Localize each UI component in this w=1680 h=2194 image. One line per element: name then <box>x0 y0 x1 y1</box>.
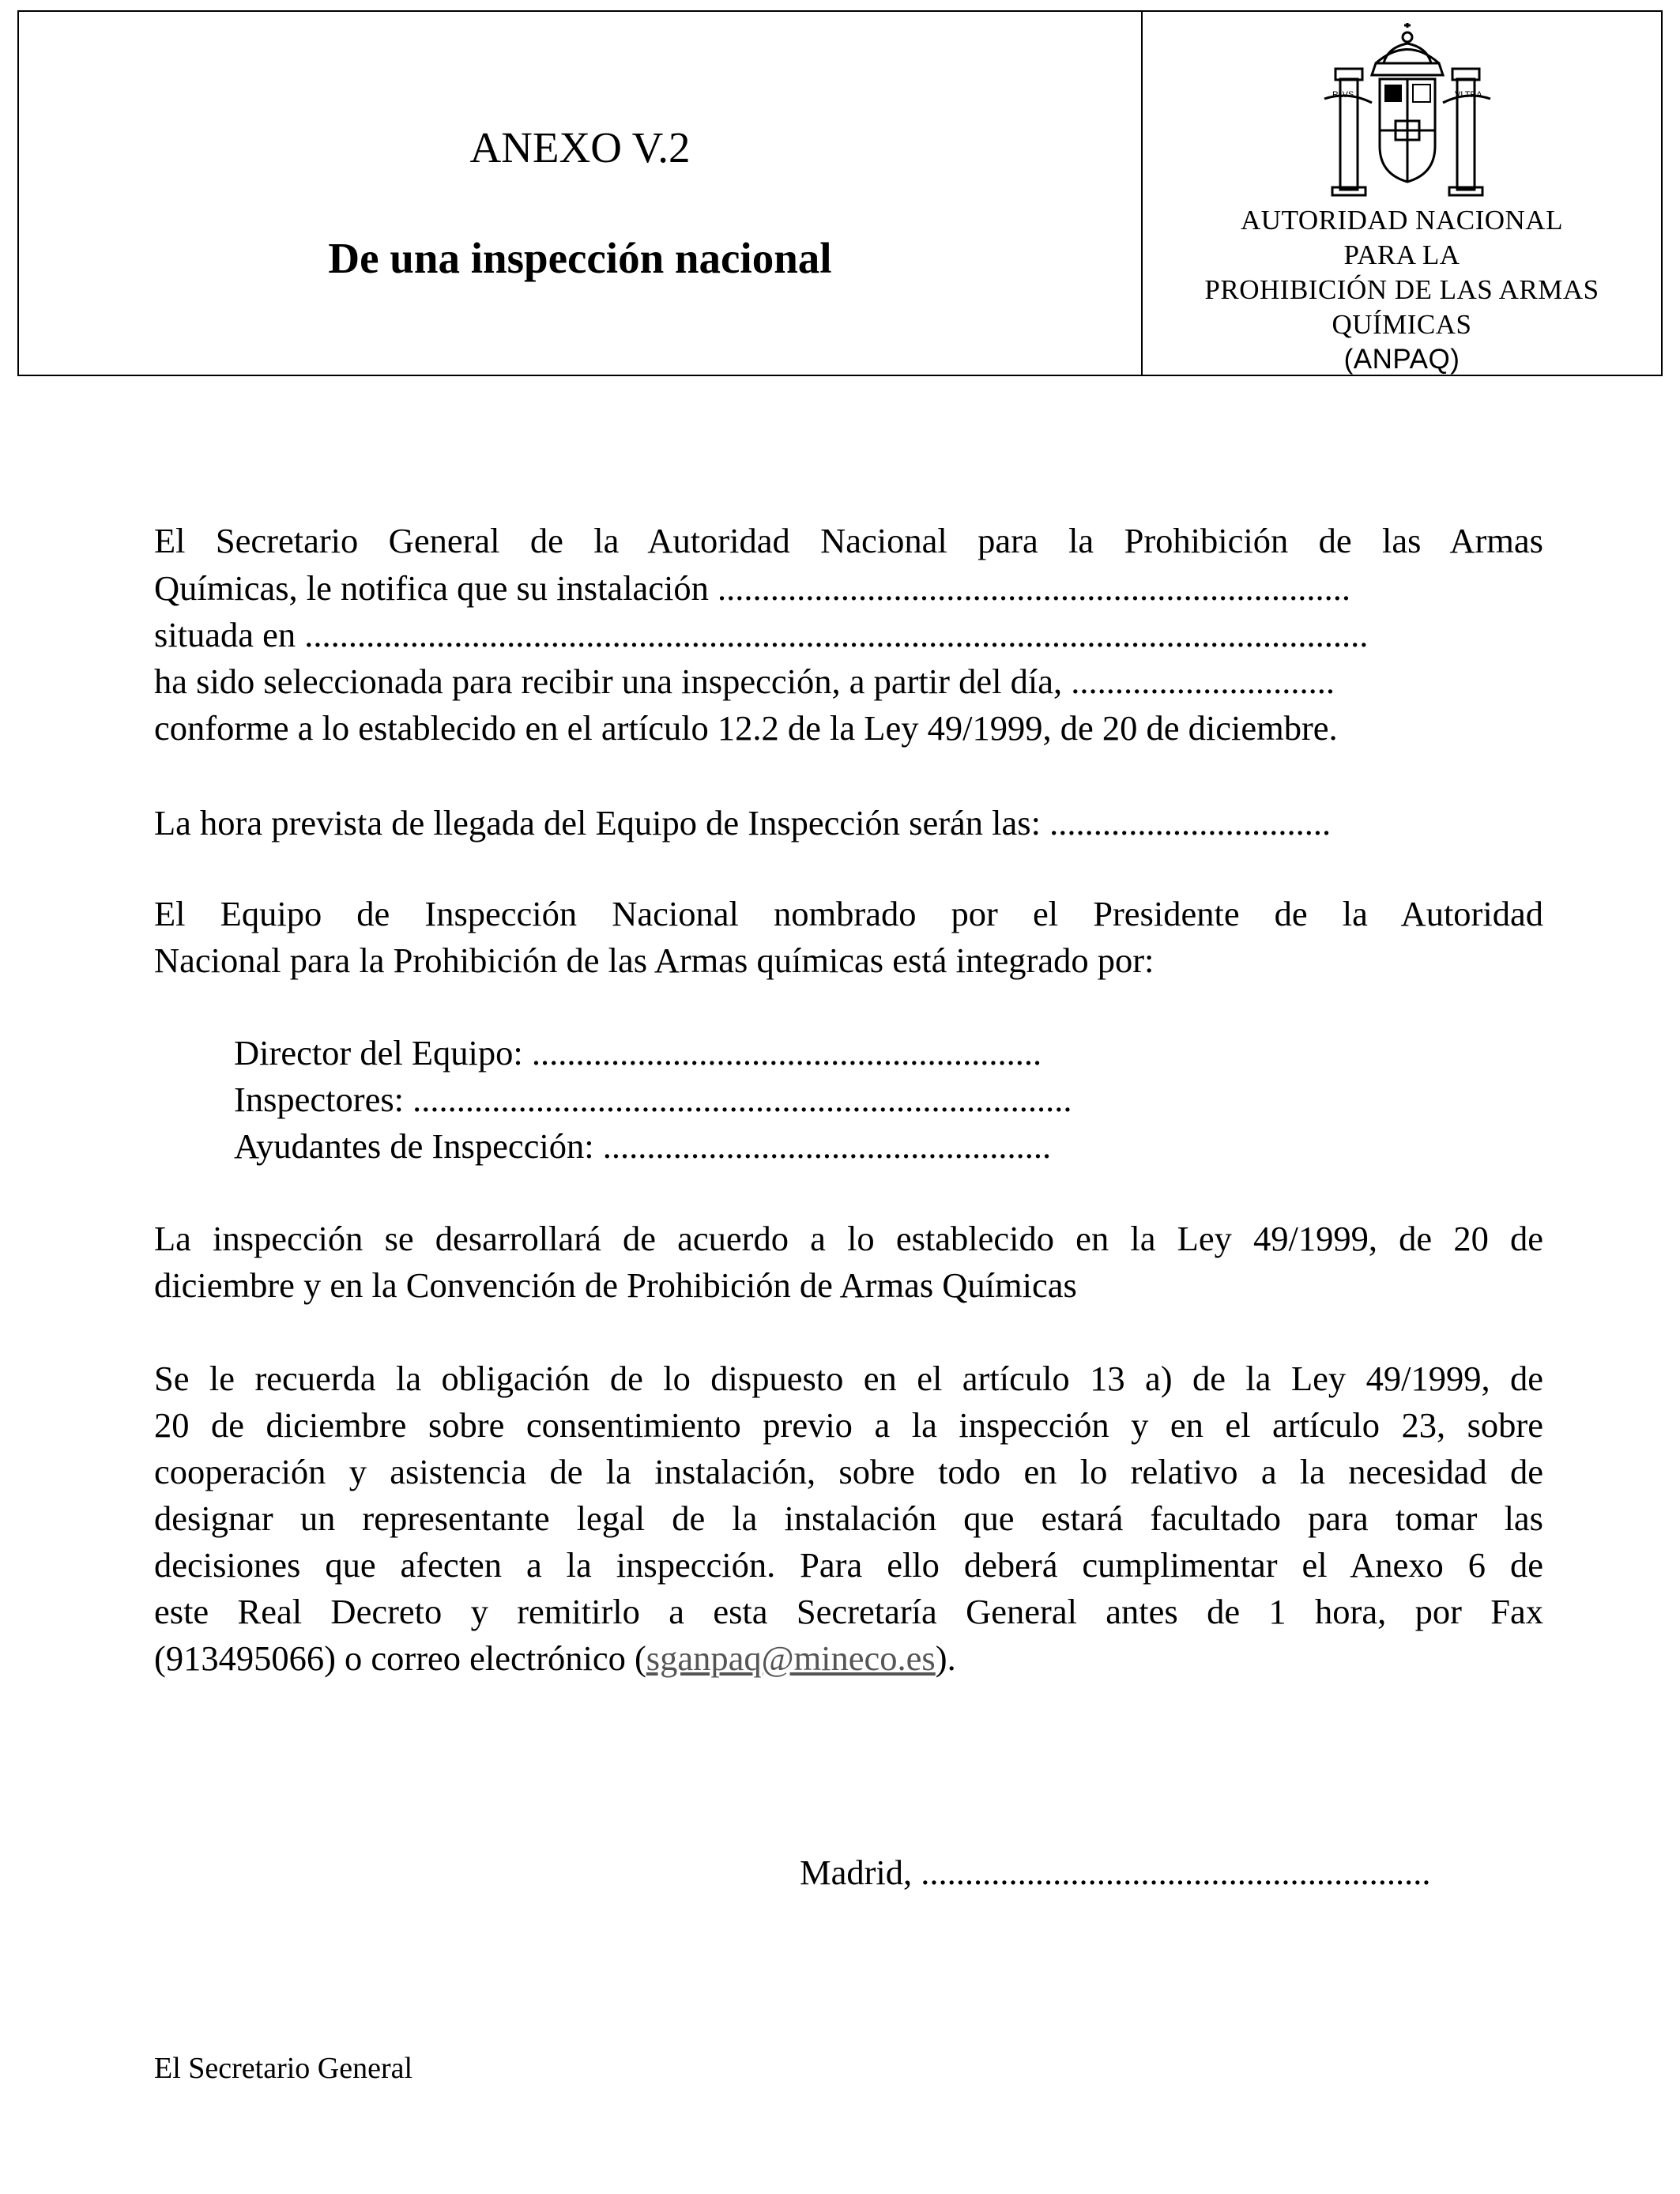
notification-line: conforme a lo establecido en el artículo 12.2 de la Ley 49/1999, de 20 de diciembre. <box>154 708 1338 748</box>
arrival-paragraph <box>154 800 1543 846</box>
reminder-line: designar un representante legal de la instalación que estará facultado para tomar las <box>154 1498 1543 1538</box>
team-assistants: Ayudantes de Inspección: ................................................... <box>234 1126 1052 1166</box>
notification-line: El Secretario General de la Autoridad Nacional para la Prohibición de las Armas <box>154 521 1543 560</box>
crest-banner-right: VLTRA <box>1455 90 1482 100</box>
annex-subtitle: De una inspección nacional <box>328 234 832 282</box>
notification-paragraph <box>154 518 1543 564</box>
team-inspectors: Inspectores: ........................................................................... <box>234 1080 1072 1119</box>
notification-line: situada en ......................................................................................................................... <box>154 615 1369 654</box>
arrival-line: La hora prevista de llegada del Equipo de Inspección serán las: ................................ <box>154 803 1332 843</box>
annex-title: ANEXO V.2 <box>469 123 691 172</box>
legal-paragraph <box>154 1216 1543 1262</box>
legal-line: diciembre y en la Convención de Prohibición de Armas Químicas <box>154 1265 1077 1305</box>
team-line: El Equipo de Inspección Nacional nombrado por el Presidente de la Autoridad <box>154 894 1543 933</box>
reminder-line: este Real Decreto y remitirlo a esta Secretaría General antes de 1 hora, por Fax <box>154 1592 1543 1631</box>
authority-line: AUTORIDAD NACIONAL <box>1241 205 1563 236</box>
reminder-line: decisiones que afecten a la inspección. Para ello deberá cumplimentar el Anexo 6 de <box>154 1545 1543 1585</box>
authority-line: PROHIBICIÓN DE LAS ARMAS <box>1204 274 1599 305</box>
notification-line: ha sido seleccionada para recibir una inspección, a partir del día, .............................. <box>154 662 1335 701</box>
team-director: Director del Equipo: .......................................................... <box>234 1033 1042 1072</box>
reminder-line-suffix: ). <box>935 1638 956 1678</box>
notification-line: Químicas, le notifica que su instalación ........................................................................ <box>154 568 1351 608</box>
signatory <box>154 2045 1543 2092</box>
authority-name <box>1143 203 1661 377</box>
reminder-line: cooperación y asistencia de la instalación, sobre todo en lo relativo a la necesidad de <box>154 1452 1543 1491</box>
team-list <box>234 1030 1072 1170</box>
authority-line: QUÍMICAS <box>1332 309 1472 340</box>
place-date-line: Madrid, .......................................................... <box>800 1853 1431 1892</box>
crest-banner-left: PLVS <box>1332 90 1354 100</box>
legal-paragraph-end <box>154 1262 1543 1309</box>
email-link[interactable]: sganpaq@mineco.es <box>646 1638 936 1678</box>
authority-line: PARA LA <box>1343 239 1460 270</box>
reminder-line-prefix: (913495066) o correo electrónico ( <box>154 1638 646 1678</box>
signatory-title: El Secretario General <box>154 2052 413 2085</box>
notification-lines <box>154 565 1543 752</box>
reminder-paragraph <box>154 1355 1543 1635</box>
reminder-line: 20 de diciembre sobre consentimiento previo a la inspección y en el artículo 23, sobre <box>154 1405 1543 1445</box>
place-date <box>800 1849 1543 1896</box>
reminder-paragraph-end <box>154 1635 1543 1682</box>
team-line: Nacional para la Prohibición de las Armas químicas está integrado por: <box>154 941 1155 980</box>
authority-acronym: (ANPAQ) <box>1343 344 1460 375</box>
header-title-cell <box>19 12 1143 375</box>
team-paragraph-end <box>154 937 1543 984</box>
legal-line: La inspección se desarrollará de acuerdo a lo establecido en la Ley 49/1999, de 20 de <box>154 1219 1543 1258</box>
reminder-line: Se le recuerda la obligación de lo dispuesto en el artículo 13 a) de la Ley 49/1999, de <box>154 1359 1543 1398</box>
team-paragraph <box>154 891 1543 937</box>
coat-of-arms-icon <box>1317 20 1498 202</box>
header-box <box>17 10 1663 376</box>
header-authority-cell <box>1143 12 1661 375</box>
